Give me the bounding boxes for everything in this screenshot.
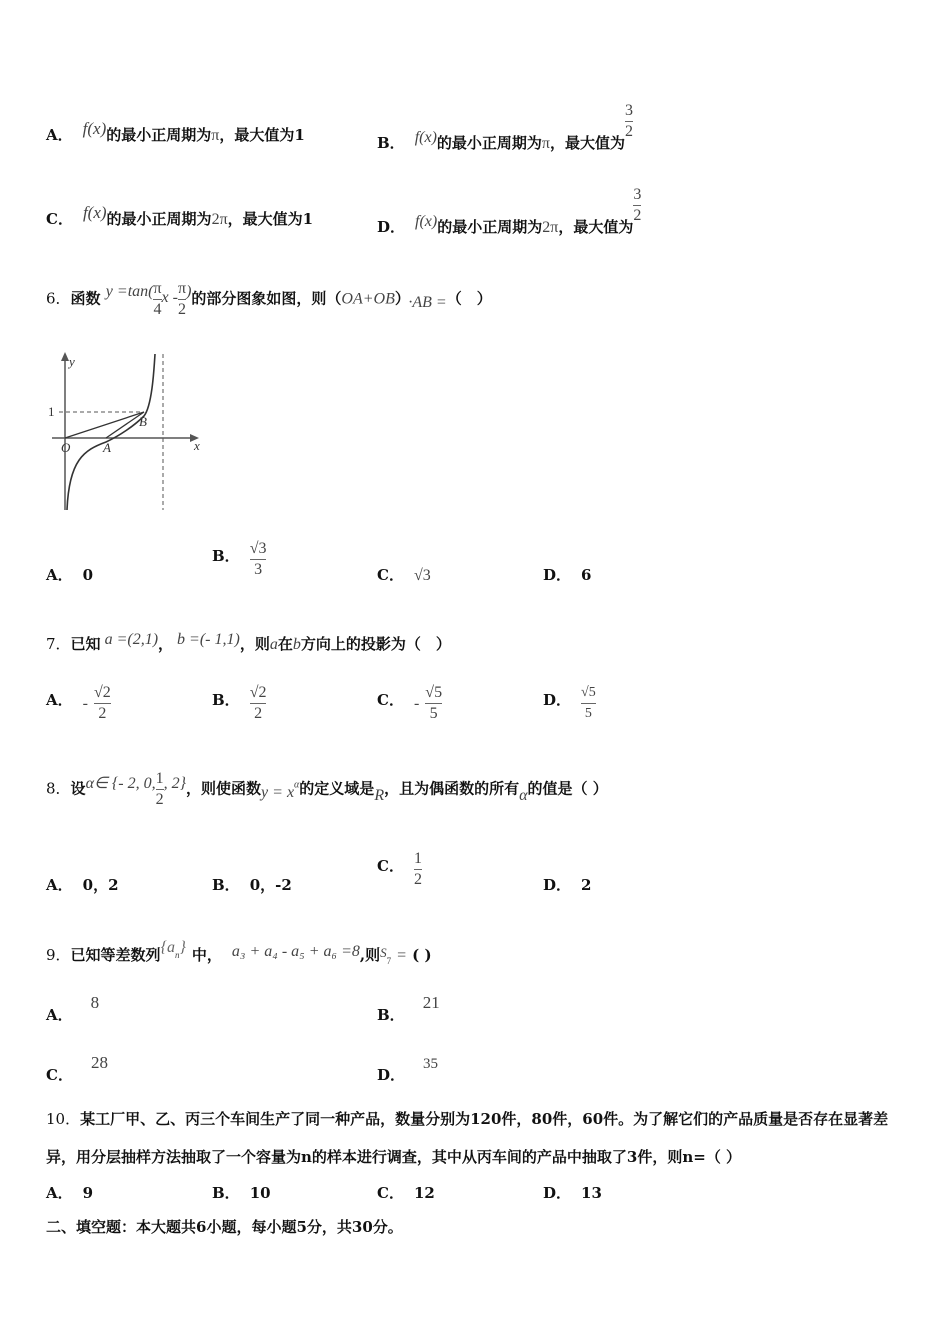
option-text: ，最大值为 bbox=[219, 126, 295, 144]
numerator: √3 bbox=[249, 540, 267, 557]
q5-option-a[interactable] bbox=[46, 119, 305, 145]
sequence-close: } bbox=[179, 939, 186, 956]
option-label: D． bbox=[543, 690, 572, 709]
q6-option-a[interactable] bbox=[46, 564, 93, 585]
question-6 bbox=[46, 280, 492, 319]
comma: ， bbox=[158, 635, 174, 653]
q9-option-c[interactable] bbox=[46, 1053, 108, 1085]
option-label: C． bbox=[46, 210, 73, 228]
period: π bbox=[541, 134, 550, 152]
option-label: A． bbox=[46, 690, 73, 709]
q9-option-b[interactable] bbox=[377, 993, 440, 1025]
option-label: C． bbox=[377, 1184, 404, 1202]
q7-option-a[interactable] bbox=[46, 684, 111, 723]
question-text: 函数 bbox=[70, 289, 101, 308]
option-label: B． bbox=[212, 1184, 240, 1202]
question-text: 已知 bbox=[70, 635, 101, 653]
option-text: 的最小正周期为 bbox=[106, 210, 212, 228]
numerator: 1 bbox=[155, 770, 164, 787]
sum-sub: 7 bbox=[386, 956, 392, 966]
option-value: 8 bbox=[90, 993, 100, 1012]
question-text: ，且为偶函数的所有 bbox=[384, 779, 520, 798]
option-label: A． bbox=[46, 876, 73, 894]
option-sign: - bbox=[82, 694, 88, 712]
denominator: 5 bbox=[584, 706, 592, 721]
numerator: 1 bbox=[413, 850, 422, 867]
q6-option-b[interactable] bbox=[212, 540, 266, 579]
q8-option-b[interactable] bbox=[212, 874, 292, 895]
max-fraction bbox=[633, 186, 641, 225]
option-label: B． bbox=[377, 1006, 405, 1024]
option-fraction bbox=[581, 684, 596, 723]
option-value: 0，2 bbox=[82, 876, 119, 894]
tan-curve bbox=[67, 354, 155, 510]
y-label: y bbox=[69, 354, 75, 369]
equation: a₃ + a₄ - a₅ + a₆ =8 bbox=[231, 943, 360, 960]
numerator: π bbox=[153, 280, 162, 297]
q10-option-d[interactable] bbox=[543, 1182, 602, 1203]
symbol-r: R bbox=[374, 786, 385, 804]
power-func: y = x bbox=[261, 783, 295, 801]
option-text: ，最大值为 bbox=[549, 133, 625, 152]
numerator: √5 bbox=[425, 684, 443, 701]
question-text: 已知等差数列 bbox=[70, 946, 161, 964]
formula-post: ) bbox=[186, 282, 192, 300]
formula-pre: y =tan( bbox=[105, 282, 154, 300]
sequence-open: {a bbox=[160, 939, 175, 956]
question-text: ） bbox=[394, 289, 403, 308]
option-label: B． bbox=[212, 546, 240, 565]
option-value: 28 bbox=[90, 1053, 108, 1072]
option-fraction bbox=[250, 540, 267, 579]
q5-option-c[interactable] bbox=[46, 203, 314, 229]
func-expr: f(x) bbox=[414, 128, 437, 146]
numerator: π bbox=[177, 280, 187, 297]
q8-option-c[interactable] bbox=[377, 850, 422, 889]
question-text: ( ) bbox=[412, 946, 432, 964]
numerator: 3 bbox=[633, 186, 642, 203]
q5-option-b[interactable] bbox=[377, 102, 633, 152]
exponent: α bbox=[294, 779, 300, 791]
q9-option-a[interactable] bbox=[46, 993, 100, 1025]
period: 2π bbox=[211, 211, 228, 228]
option-label: D． bbox=[543, 566, 572, 584]
question-number: 7． bbox=[46, 635, 71, 653]
option-label: A． bbox=[46, 566, 73, 584]
y-axis-arrow bbox=[61, 352, 69, 361]
one-label: 1 bbox=[48, 404, 55, 419]
sum-eq: = bbox=[397, 947, 407, 964]
question-text: 中， bbox=[191, 946, 222, 964]
numerator: √2 bbox=[249, 684, 267, 701]
q9-option-d[interactable] bbox=[377, 1056, 439, 1085]
option-label: D． bbox=[543, 876, 572, 894]
question-text: 的部分图象如图，则（ bbox=[191, 289, 342, 308]
option-value: 35 bbox=[423, 1056, 439, 1072]
option-value: 9 bbox=[82, 1184, 94, 1202]
option-value: 13 bbox=[581, 1184, 602, 1202]
option-value: 0，-2 bbox=[249, 876, 292, 894]
x-label: x bbox=[194, 438, 200, 453]
question-text: 的值是（ ） bbox=[527, 779, 608, 798]
denominator: 2 bbox=[254, 705, 263, 722]
formula-mid: x - bbox=[161, 288, 178, 306]
option-label: C． bbox=[46, 1066, 73, 1084]
option-text: ，最大值为 bbox=[558, 217, 634, 236]
segment-ob bbox=[65, 412, 144, 438]
denominator: 2 bbox=[155, 791, 164, 808]
question-number: 10． bbox=[46, 1110, 81, 1128]
option-text: ，最大值为 bbox=[227, 210, 303, 228]
option-value: 12 bbox=[413, 1184, 435, 1202]
set-fraction bbox=[156, 770, 164, 809]
answer-paren: （ ） bbox=[446, 289, 492, 308]
option-fraction bbox=[250, 684, 267, 723]
option-sign: - bbox=[413, 694, 420, 712]
fraction-pi-4 bbox=[153, 280, 161, 319]
option-label: A． bbox=[46, 1184, 73, 1202]
question-number: 9． bbox=[46, 946, 71, 964]
option-label: C． bbox=[377, 690, 404, 709]
question-number: 6． bbox=[46, 289, 71, 308]
q8-option-d[interactable] bbox=[543, 874, 591, 895]
set-post: , 2} bbox=[163, 774, 187, 792]
vector-a: a =(2,1) bbox=[104, 631, 159, 648]
option-value: √3 bbox=[413, 567, 431, 584]
symbol-alpha: α bbox=[519, 786, 528, 804]
func-expr: f(x) bbox=[415, 212, 438, 230]
denominator: 2 bbox=[413, 871, 422, 888]
sequence-sub: n bbox=[174, 950, 180, 960]
period: π bbox=[211, 127, 220, 144]
denominator: 4 bbox=[153, 301, 162, 318]
option-value: 2 bbox=[581, 876, 592, 894]
section-heading: 二、填空题：本大题共6小题，每小题5分，共30分。 bbox=[46, 1218, 403, 1236]
sum-s: S bbox=[380, 945, 387, 960]
denominator: 2 bbox=[633, 207, 642, 224]
set-pre: α∈ {- 2, 0, bbox=[85, 774, 156, 792]
option-text: 的最小正周期为 bbox=[437, 217, 543, 236]
question-8 bbox=[46, 770, 608, 809]
max-fraction bbox=[625, 102, 633, 141]
option-value: 6 bbox=[581, 566, 592, 584]
origin-label: O bbox=[61, 440, 71, 455]
option-fraction bbox=[425, 684, 442, 723]
option-label: B． bbox=[377, 133, 405, 152]
q10-option-c[interactable] bbox=[377, 1182, 435, 1203]
q6-option-c[interactable] bbox=[377, 564, 431, 585]
q10-option-a[interactable] bbox=[46, 1182, 93, 1203]
q7-option-c[interactable] bbox=[377, 684, 442, 723]
denominator: 3 bbox=[254, 561, 263, 578]
max-value: 1 bbox=[294, 126, 305, 144]
option-text: 的最小正周期为 bbox=[436, 133, 542, 152]
vector-ab: ·AB = bbox=[408, 293, 447, 311]
q6-option-d[interactable] bbox=[543, 564, 591, 585]
max-value: 1 bbox=[302, 210, 314, 228]
tan-graph bbox=[44, 350, 212, 516]
option-label: C． bbox=[377, 566, 404, 584]
option-value: 0 bbox=[82, 566, 94, 584]
vector-b: b =(- 1,1) bbox=[177, 631, 240, 648]
question-text: ，则使函数 bbox=[186, 779, 262, 798]
numerator: 3 bbox=[625, 102, 633, 119]
question-text: 某工厂甲、乙、丙三个车间生产了同一种产品，数量分别为120件，80件，60件。为了解它们的产品质量是否存在显著差异，用分层抽样方法抽取了一个容量为n的样本进行调查，其中从丙车间的产品中抽取了3件，则n=（ ） bbox=[46, 1110, 889, 1166]
option-label: D． bbox=[543, 1184, 572, 1202]
q10-option-b[interactable] bbox=[212, 1182, 271, 1203]
question-text: ，则 bbox=[239, 635, 270, 653]
option-label: A． bbox=[46, 1006, 73, 1024]
option-value: 10 bbox=[249, 1184, 271, 1202]
numerator: √2 bbox=[93, 684, 111, 701]
question-text: 的定义域是 bbox=[299, 779, 375, 798]
question-7 bbox=[46, 633, 451, 654]
q8-option-a[interactable] bbox=[46, 874, 119, 895]
func-expr: f(x) bbox=[82, 203, 107, 222]
symbol-a: a bbox=[269, 636, 278, 653]
option-label: C． bbox=[377, 856, 404, 875]
denominator: 2 bbox=[178, 301, 187, 318]
point-a-label: A bbox=[103, 440, 111, 455]
option-text: 的最小正周期为 bbox=[106, 126, 212, 144]
option-fraction bbox=[414, 850, 422, 889]
question-number: 8． bbox=[46, 779, 71, 798]
denominator: 2 bbox=[98, 705, 107, 722]
question-text: 方向上的投影为（ ） bbox=[300, 635, 451, 653]
option-value: 21 bbox=[422, 993, 440, 1012]
q7-option-d[interactable] bbox=[543, 684, 596, 723]
denominator: 5 bbox=[429, 705, 438, 722]
question-10 bbox=[46, 1100, 908, 1176]
denominator: 2 bbox=[625, 123, 633, 140]
option-label: D． bbox=[377, 217, 406, 236]
question-9 bbox=[46, 939, 432, 966]
option-label: B． bbox=[212, 690, 240, 709]
q5-option-d[interactable] bbox=[377, 186, 642, 236]
fraction-pi-2 bbox=[178, 280, 186, 319]
option-label: A． bbox=[46, 126, 73, 144]
option-fraction bbox=[94, 684, 111, 723]
option-label: D． bbox=[377, 1066, 406, 1084]
question-text: ,则 bbox=[359, 946, 381, 964]
q7-option-b[interactable] bbox=[212, 684, 266, 723]
numerator: √5 bbox=[581, 685, 596, 700]
vector-sum: OA+OB bbox=[341, 290, 395, 308]
option-label: B． bbox=[212, 876, 240, 894]
point-b-label: B bbox=[139, 414, 147, 429]
symbol-b: b bbox=[292, 636, 301, 653]
question-text: 设 bbox=[70, 779, 86, 798]
period: 2π bbox=[542, 218, 559, 236]
func-expr: f(x) bbox=[82, 119, 107, 138]
question-text: 在 bbox=[277, 635, 293, 653]
